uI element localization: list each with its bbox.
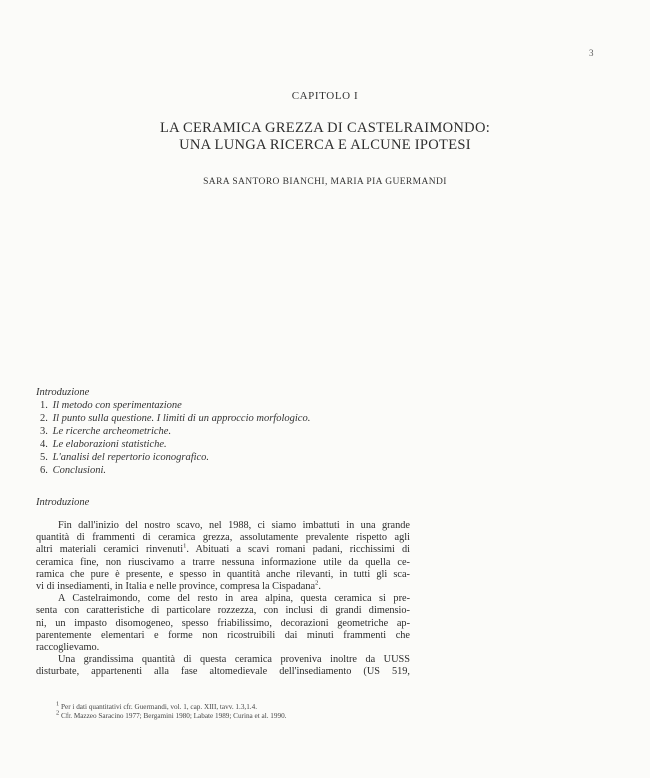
toc-item-text: Il punto sulla questione. I limiti di un approccio morfologico. <box>52 413 311 424</box>
page-number: 3 <box>589 48 594 58</box>
toc-item-number: 6. <box>40 465 48 476</box>
footnote-number: 2 <box>56 709 60 717</box>
toc-item-text: Conclusioni. <box>52 465 107 476</box>
text-line: parentemente elementari e forme non ricostruibili dai minuti frammenti che <box>36 629 410 641</box>
authors: SARA SANTORO BIANCHI, MARIA PIA GUERMANDI <box>203 177 447 187</box>
section-heading: Introduzione <box>36 497 90 508</box>
toc-item <box>40 412 310 425</box>
toc-item-text: Le ricerche archeometriche. <box>52 426 172 437</box>
text-line: Fin dall'inizio del nostro scavo, nel 1988, ci siamo imbattuti in una grande <box>58 520 410 531</box>
text-line: Una grandissima quantità di questa ceramica proveniva inoltre da UUSS <box>58 654 410 666</box>
text-segment: . <box>318 581 321 593</box>
table-of-contents <box>36 386 310 477</box>
footnote-ref: 1 <box>183 542 187 550</box>
toc-item <box>40 425 310 438</box>
toc-item-number: 2. <box>40 413 48 424</box>
footnotes <box>56 700 287 721</box>
footnote-text: Per i dati quantitativi cfr. Guermandi, vol. 1, cap. XIII, tavv. 1.3,1.4. <box>61 703 257 711</box>
toc-item-number: 1. <box>40 400 48 411</box>
body-text <box>36 520 410 679</box>
toc-item <box>40 464 310 477</box>
text-line: ramica che pure è presente, e spesso in quantità anche rilevanti, in tutti gli sca- <box>36 568 410 580</box>
text-segment: . Abituati a scavi romani padani, ricchissimi di <box>186 544 410 556</box>
toc-item <box>40 399 310 412</box>
text-line: ceramica fine, non riuscivamo a trarre nessuna informazione utile da quella ce- <box>36 556 410 568</box>
paragraph-2 <box>36 593 410 654</box>
toc-item-text: L'analisi del repertorio iconografico. <box>52 452 210 463</box>
toc-item-text: Il metodo con sperimentazione <box>52 400 182 411</box>
toc-item-number: 4. <box>40 439 48 450</box>
text-line <box>36 581 410 593</box>
paragraph-3 <box>36 654 410 678</box>
paragraph-1 <box>36 520 410 593</box>
toc-item-number: 5. <box>40 452 48 463</box>
toc-item <box>40 438 310 451</box>
text-line: quantità di frammenti di ceramica grezza, assolutamente prevalente rispetto agli <box>36 532 410 544</box>
chapter-title-line-1: LA CERAMICA GREZZA DI CASTELRAIMONDO: <box>159 120 491 136</box>
chapter-label: CAPITOLO I <box>291 90 359 102</box>
text-segment: vi di insediamenti, in Italia e nelle province, compresa la Cispadana <box>36 581 316 593</box>
toc-heading: Introduzione <box>36 387 90 398</box>
text-line: raccoglievamo. <box>36 642 100 654</box>
chapter-title-line-2: UNA LUNGA RICERCA E ALCUNE IPOTESI <box>179 137 471 153</box>
toc-item-text: Le elaborazioni statistiche. <box>52 439 167 450</box>
footnote-ref: 2 <box>315 579 319 587</box>
text-line <box>36 544 410 556</box>
footnote-number: 1 <box>56 700 60 708</box>
chapter-title <box>0 120 650 154</box>
text-line: disturbate, appartenenti alla fase altomedievale dell'insediamento (US 519, <box>36 666 410 678</box>
text-line: ni, un impasto disomogeneo, spesso friabilissimo, decorazioni geometriche ap- <box>36 617 410 629</box>
footnote <box>56 709 287 721</box>
text-line: A Castelraimondo, come del resto in area alpina, questa ceramica si pre- <box>58 593 410 605</box>
text-line: senta con caratteristiche di particolare rozzezza, con inclusi di grandi dimensio- <box>36 605 410 617</box>
footnote-text: Cfr. Mazzeo Saracino 1977; Bergamini 1980; Labate 1989; Curina et al. 1990. <box>61 712 287 720</box>
footnote <box>56 700 286 712</box>
text-segment: altri materiali ceramici rinvenuti <box>36 544 184 556</box>
toc-item <box>40 451 310 464</box>
toc-item-number: 3. <box>40 426 48 437</box>
